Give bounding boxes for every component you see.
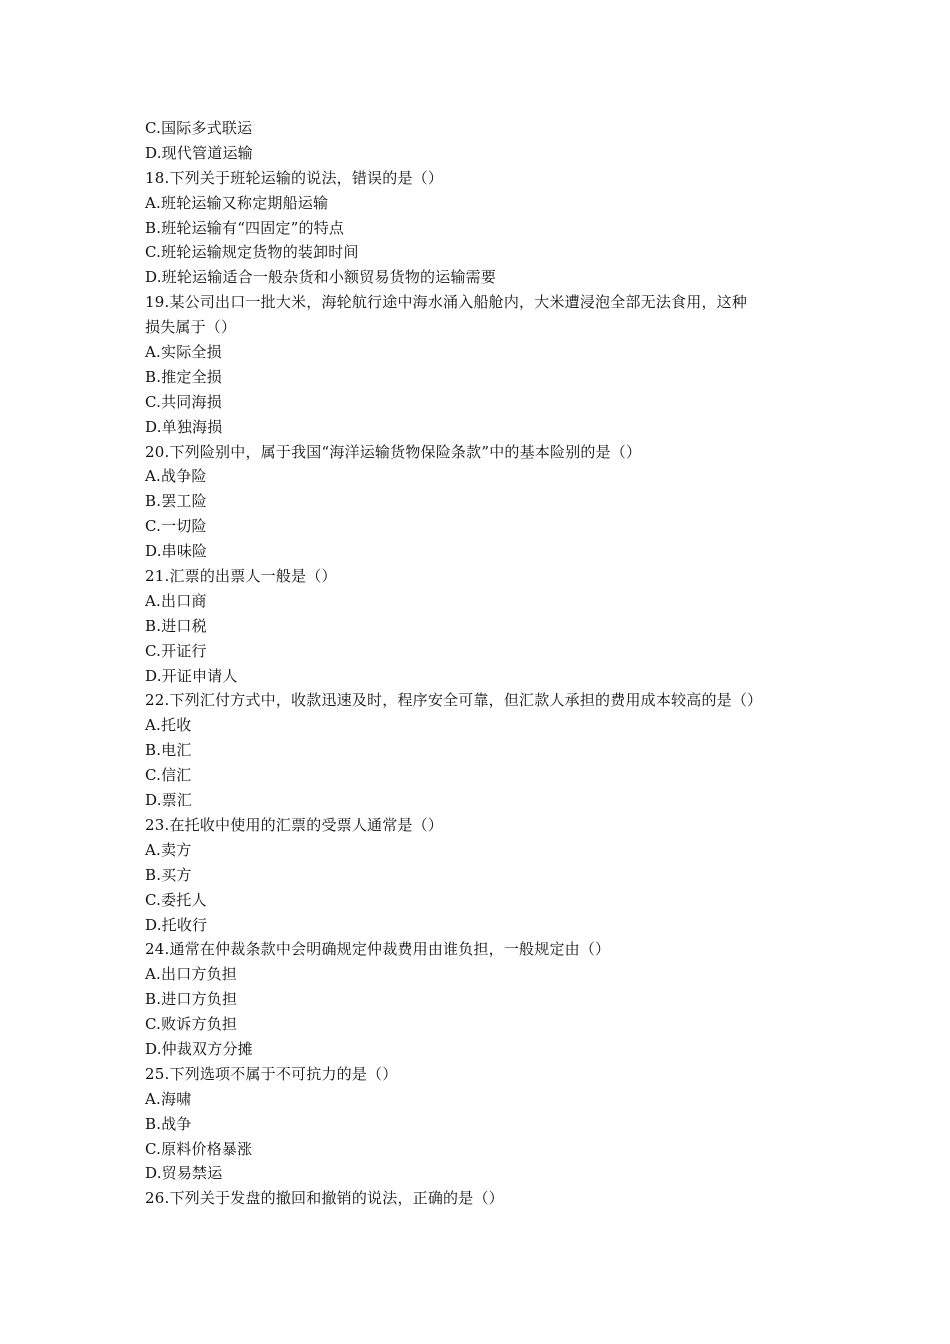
- question-text-line: 18.下列关于班轮运输的说法，错误的是（）: [145, 168, 444, 187]
- question-text-line: 22.下列汇付方式中，收款迅速及时，程序安全可靠，但汇款人承担的费用成本较高的是（）: [145, 691, 763, 710]
- answer-option-line: B.进口方负担: [145, 990, 238, 1009]
- document-page: [145, 116, 810, 1211]
- answer-option-line: A.战争险: [145, 467, 207, 486]
- answer-option-line: C.国际多式联运: [145, 119, 253, 137]
- answer-option-line: D.贸易禁运: [145, 1164, 223, 1183]
- answer-option-line: B.电汇: [145, 741, 192, 760]
- answer-option-line: B.进口税: [145, 616, 207, 635]
- answer-option-line: D.班轮运输适合一般杂货和小额贸易货物的运输需要: [145, 268, 497, 287]
- answer-option-line: A.托收: [145, 716, 192, 735]
- answer-option-line: C.委托人: [145, 890, 207, 909]
- answer-option-line: A.海啸: [145, 1089, 192, 1108]
- answer-option-line: D.现代管道运输: [145, 143, 253, 162]
- answer-option-line: C.班轮运输规定货物的装卸时间: [145, 243, 359, 262]
- answer-option-line: B.罢工险: [145, 492, 207, 511]
- answer-option-line: C.原料价格暴涨: [145, 1139, 253, 1158]
- question-text-line: 24.通常在仲裁条款中会明确规定仲裁费用由谁负担，一般规定由（）: [145, 940, 611, 959]
- answer-option-line: D.开证申请人: [145, 666, 238, 685]
- answer-option-line: D.票汇: [145, 791, 193, 810]
- answer-option-line: B.战争: [145, 1114, 192, 1133]
- answer-option-line: D.仲裁双方分摊: [145, 1039, 253, 1058]
- answer-option-line: A.班轮运输又称定期船运输: [145, 193, 329, 212]
- answer-option-line: A.实际全损: [145, 343, 222, 362]
- answer-option-line: B.推定全损: [145, 367, 222, 386]
- question-text-line: 25.下列选项不属于不可抗力的是（）: [145, 1064, 398, 1083]
- answer-option-line: D.串味险: [145, 542, 208, 561]
- question-text-line: 23.在托收中使用的汇票的受票人通常是（）: [145, 815, 444, 834]
- answer-option-line: D.托收行: [145, 915, 208, 934]
- answer-option-line: C.共同海损: [145, 392, 222, 411]
- answer-option-line: C.一切险: [145, 517, 207, 536]
- question-text-line: 21.汇票的出票人一般是（）: [145, 567, 337, 586]
- question-text-line: 26.下列关于发盘的撤回和撤销的说法，正确的是（）: [145, 1189, 504, 1208]
- answer-option-line: B.买方: [145, 865, 192, 884]
- question-text-line: 19.某公司出口一批大米，海轮航行途中海水涌入船舱内，大米遭浸泡全部无法食用，这种: [145, 293, 748, 312]
- answer-option-line: A.出口商: [145, 591, 207, 610]
- answer-option-line: B.班轮运输有“四固定”的特点: [145, 218, 345, 237]
- question-text-line: 损失属于（）: [145, 318, 237, 337]
- answer-option-line: C.信汇: [145, 766, 192, 785]
- question-text-line: 20.下列险别中，属于我国“海洋运输货物保险条款”中的基本险别的是（）: [145, 442, 642, 461]
- answer-option-line: C.败诉方负担: [145, 1015, 238, 1034]
- answer-option-line: D.单独海损: [145, 417, 223, 436]
- answer-option-line: C.开证行: [145, 641, 207, 660]
- answer-option-line: A.出口方负担: [145, 965, 238, 984]
- answer-option-line: A.卖方: [145, 840, 192, 859]
